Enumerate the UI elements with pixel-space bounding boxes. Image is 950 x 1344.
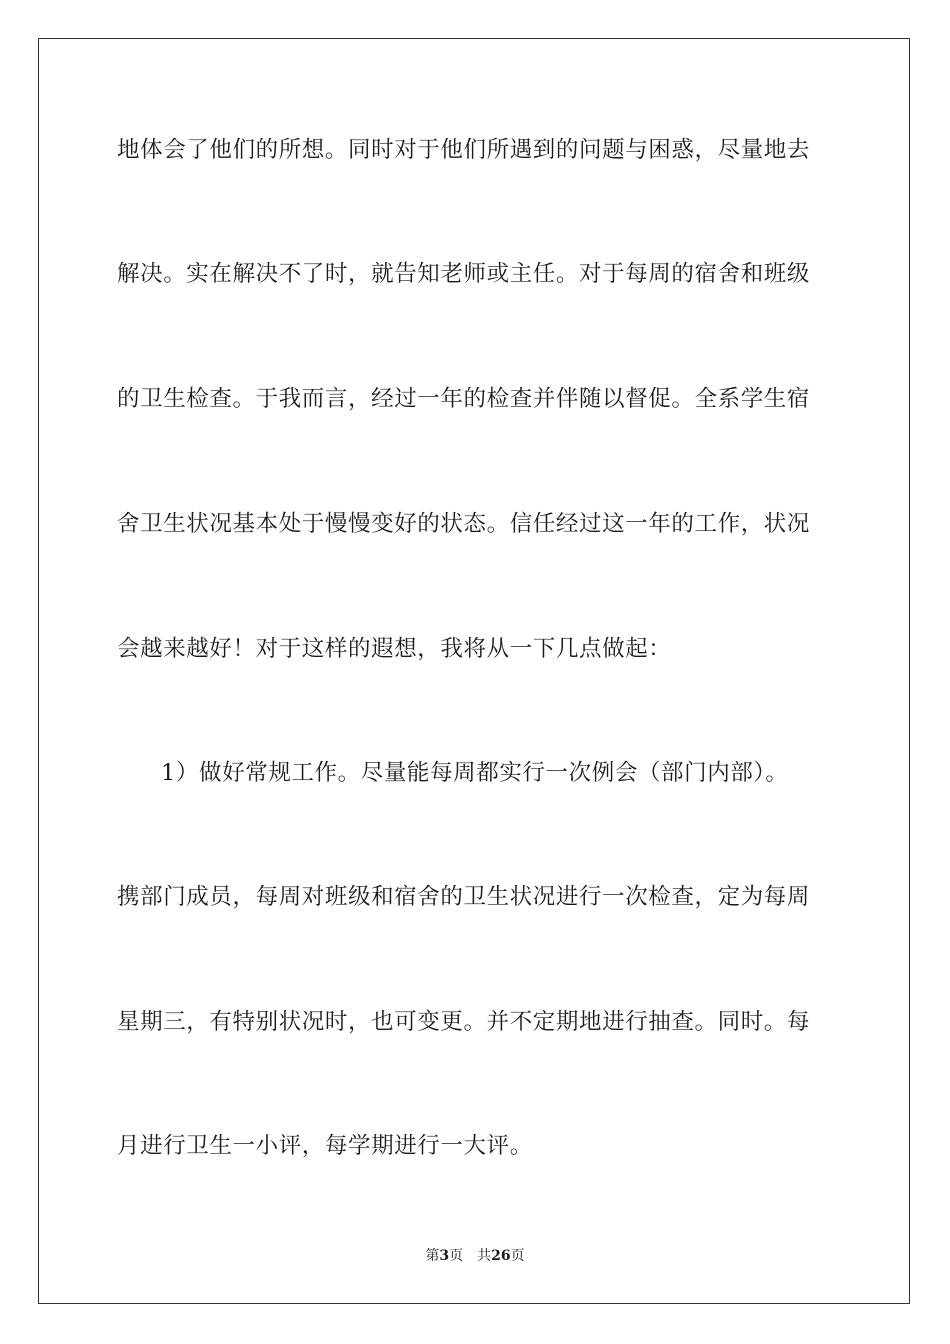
paragraph-line: 解决。实在解决不了时，就告知老师或主任。对于每周的宿舍和班级	[117, 261, 811, 287]
page-prefix: 第	[425, 1248, 440, 1264]
paragraph-line-indented: 1）做好常规工作。尽量能每周都实行一次例会（部门内部）。	[161, 760, 789, 786]
total-pages: 26	[491, 1248, 511, 1264]
paragraph-line: 舍卫生状况基本处于慢慢变好的状态。信任经过这一年的工作，状况	[117, 511, 811, 537]
page-border	[38, 38, 910, 1304]
total-suffix: 页	[510, 1248, 525, 1264]
page-suffix: 页	[449, 1248, 464, 1264]
page-number: 3	[439, 1248, 450, 1264]
total-prefix: 共	[477, 1248, 492, 1264]
page-footer	[0, 1247, 950, 1265]
paragraph-line: 月进行卫生一小评，每学期进行一大评。	[117, 1133, 533, 1159]
paragraph-line: 会越来越好！对于这样的遐想，我将从一下几点做起：	[117, 636, 672, 662]
paragraph-line: 携部门成员，每周对班级和宿舍的卫生状况进行一次检查，定为每周	[117, 884, 811, 910]
paragraph-line: 星期三，有特别状况时，也可变更。并不定期地进行抽查。同时。每	[117, 1009, 811, 1035]
paragraph-line: 的卫生检查。于我而言，经过一年的检查并伴随以督促。全系学生宿	[117, 386, 811, 412]
paragraph-line: 地体会了他们的所想。同时对于他们所遇到的问题与困惑，尽量地去	[117, 137, 811, 163]
